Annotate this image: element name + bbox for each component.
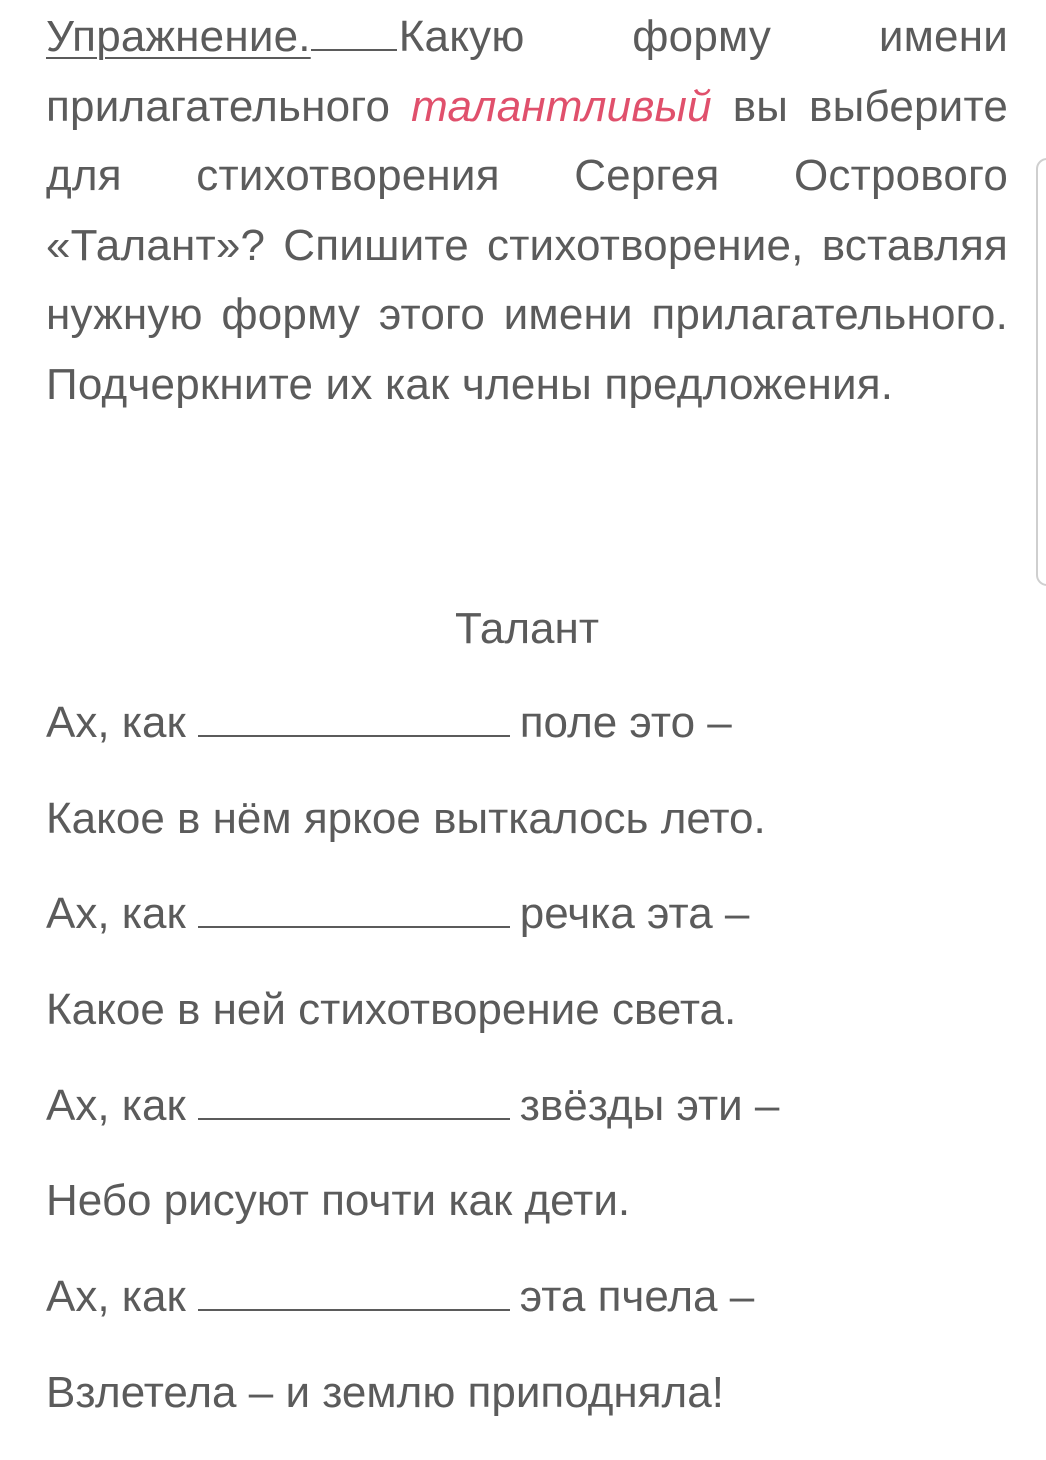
poem-line-start: Ах, как: [46, 889, 186, 939]
poem-title: Талант: [455, 604, 599, 653]
poem-line-start: Ах, как: [46, 698, 186, 747]
exercise-label-underline-gap: [311, 19, 397, 51]
poem-line-end: речка эта –: [519, 889, 750, 939]
exercise-text-after: вы выберите для стихотворения Сергея Острового «Талант»? Спишите стихотворение, вставляя нужную форму этого имени прилагательного. Подчеркните их как члены предложения.: [46, 81, 1008, 409]
answer-blank: [198, 1084, 510, 1120]
exercise-label: Упражнение.: [46, 12, 311, 61]
answer-blank: [198, 892, 510, 928]
highlight-word: талантливый: [411, 81, 712, 131]
poem-line: [46, 694, 1008, 790]
exercise-instructions: [46, 0, 1008, 419]
poem-line: Какое в ней стихотворение света.: [46, 985, 737, 1035]
poem-line-start: Ах, как: [46, 1080, 186, 1130]
poem-line: [46, 1077, 1008, 1173]
answer-blank: [198, 701, 510, 737]
answer-blank: [198, 1275, 510, 1311]
poem-line: [46, 1268, 1008, 1364]
poem-line-start: Ах, как: [46, 1272, 186, 1322]
poem-line-end: поле это –: [519, 698, 732, 747]
poem-line: [46, 885, 1008, 981]
poem-line: Взлетела – и землю приподняла!: [46, 1367, 724, 1417]
poem-line-end: звёзды эти –: [519, 1080, 780, 1130]
poem-body: [46, 694, 1008, 1460]
poem-line-end: эта пчела –: [519, 1272, 755, 1322]
exercise-text-before: Какую форму имени прилагательного: [46, 12, 1008, 131]
poem-line: Какое в нём яркое выткалось лето.: [46, 793, 766, 843]
scrollbar[interactable]: [1036, 158, 1046, 586]
document-page: [46, 0, 1008, 1417]
poem-line: Небо рисуют почти как дети.: [46, 1176, 631, 1226]
